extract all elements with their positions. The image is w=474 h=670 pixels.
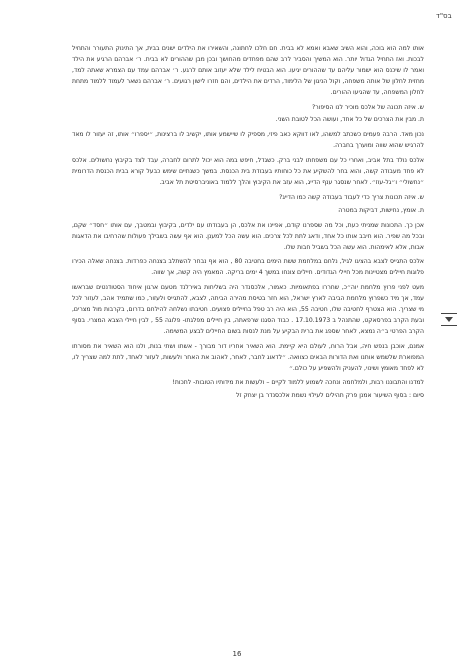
paragraph: אמנם, אוכבן בנפש חיה, אבל הרוח, לעולם היא קיימת. הוא השאיר אחריו דור מבורך - אשתו ושתי בנות, ולנו הוא השאיר את מסורתו המפוארת שלשמש אותנו ואת הדורות הבאים כצוואה. ״לדאוג לחבר, לאחר, לאהוב את האחר ולעשות, לעזור לאחד, לתת למה שצריך לו, לא לפחד מאומץ ושינוי, להעניק ולהשפיע על כולם.״ [72,342,424,372]
paragraph: אותו למה הוא בוכה, והוא השיב שאבא ואמא לא בבית. חם חלכו לחתונה, והשאירו את הילדים ישנים בבית, אך התינוק התעורר והתחיל לבכות. ואז התחיל הגדול יותר. הוא המשיך והסביר לרב שהם מפחדים מהחושך ובכן מבן שההורים לא בבית. ר׳ אברהם הרגיע את הילד ואמר לו שיכנס הוא ישמור עליהם עד שההורים יגיעו. הוא הבטיח לילד שלא יעזוב אותם לרגע. ר׳ אברהם עמד עם הצמרא שאתה למד, מחזית לחלון של אותה משפחה, וקול הניגון של הלימוד, הרדים את הילדים, והם חזרו לישון רגועים. ר׳ אברהם נשאר לעמוד ללמוד מתחת לחלון המשפחה, עד שהגיעו ההורים. [72,45,424,96]
page-number: 16 [232,650,242,658]
paragraph: נכון מאד. הרבה פעמים כשכתב למשהו, לאו דווקא כאב פיזי, מספיק לו שיישמע אותו, יקשיב לו ברצינות, ״יספרו״ אותו, זה יעזור לו מאד להרגיש שהוא שווה ומוערך בחברה. [72,131,424,150]
icon-bar [441,313,457,314]
paragraph: אלכס נולד בתל אביב, ואחרי כל עם משפחתו לבני ברק. כשגדל, חיפש במה הוא יכול לתרום לחברה, עבד לצד בקיבוץ נחשולים. אלכס לא פחד מעבודה קשה, והוא בחר להשקיע את כל כוחותיו בעבודת בית הכנסת. במשך כשנתיים שימש כבעל קורא בבית הכנסת הדרומית ״נחשולי״ ו״גל-עוז״. לאחר שנסגר ענף הדייג, הוא עזב את הקיבוץ והלך ללמוד באוניברסיטת תל אביב. [72,157,424,186]
paragraph: מעט לפני פרוץ מלחמת יוה״כ, שחררו בפתאומיות. כאמור, אלכסנדר היה בשליחות באירלנד מטעם ארגון איחוד הסטודנטים שבראשו עמד, אך מיד כשפרוץ מלחמת הביבה לארץ ישראל, הוא חזר בטיסת מהירה הביתה, לצבא, להתגייס ולעזור, כמו שתמיד אהב, לעזור לכל מי שצריך. הוא הצטרף לחטיבה שלו, חטיבה 55, הוא היה רב טפל בחיילים פצועים. חטיבתו נשלחה להילחם בדרום, בקרבות מול מצרים, ובעת הקרב בפרסאקט, שהתנהל ב 17.10.1973 . כבוד הסגנו שרפאתה, בין חיילים מפלגתו- פלוגה 55 , לבין חיילי הצבא המצרי. בסוף הקרב הפרטי ב״ה נמצא, לאחר שספג את ברית הבקיע על מנת לנסות בשום החיילים לבצע המשימה. [72,284,424,335]
icon-bar [441,325,457,326]
closing-line: סיום : בסוף השיעור אמנן פרק תהילים לעילוי נשמת אלכסנדר בן יצחק זל [235,392,424,400]
answer: ת. אומץ, נחישות, דביקות במטרה [338,206,424,214]
paragraph: אכן כך. התכונות שמניתי כעת, וכל מה שספרנו קודם, אפיינו את אלכס, הן בעבודתו עם ילדים, בקיבוץ ובמטבך, עם אותו ״חסד״ שקם, ובכל מה שפיר. הוא חיבב אותו כל אחד, ודאג לתת לכל צרכים. הוא עשה הכל למענן. הוא אף עשה בשבילך פעולות שהרחיבו את הדאגות אבות, אלא לאימהות. הוא עשה הכל בשביל חבות שלו. [72,221,424,251]
body-text [72,44,424,406]
question: ש. איזה תכונה של אלכס מוכיר לנו הסיפור? [312,103,424,111]
answer: ת. מבין את הצרכים של כל אחד, ועושה הכל לטובת השני. [275,116,424,124]
paragraph: אלכס התגייס לצבא בהציגו לגיל, נלחם במלחמת ששת הימים בחטיבה 80 , הוא אף נבחר להשתלב בצנחה כפרדות. בצנחה שאלה הכירו פלוגות חיילים מצטיינות מכל חיילי הגדודים. חיילים צונחו במשך 4 ימים בריקה. המאמץ היה קשה, אך שווה. [72,258,424,277]
question: ש. איזה תכונות צריך כדי לעבוד בעבודה קשה כמו הדייג? [279,193,424,201]
page-header: בס"ד [436,12,452,20]
closing-line: למדנו והתבוננו רבות, ולמלחמה ונחכה לשמוע ללמוד לקיים – ולעשות את מידותיו הטובות- לתכות! [172,379,424,387]
icon-triangle [445,317,453,322]
collapse-arrow-icon[interactable] [441,313,457,327]
